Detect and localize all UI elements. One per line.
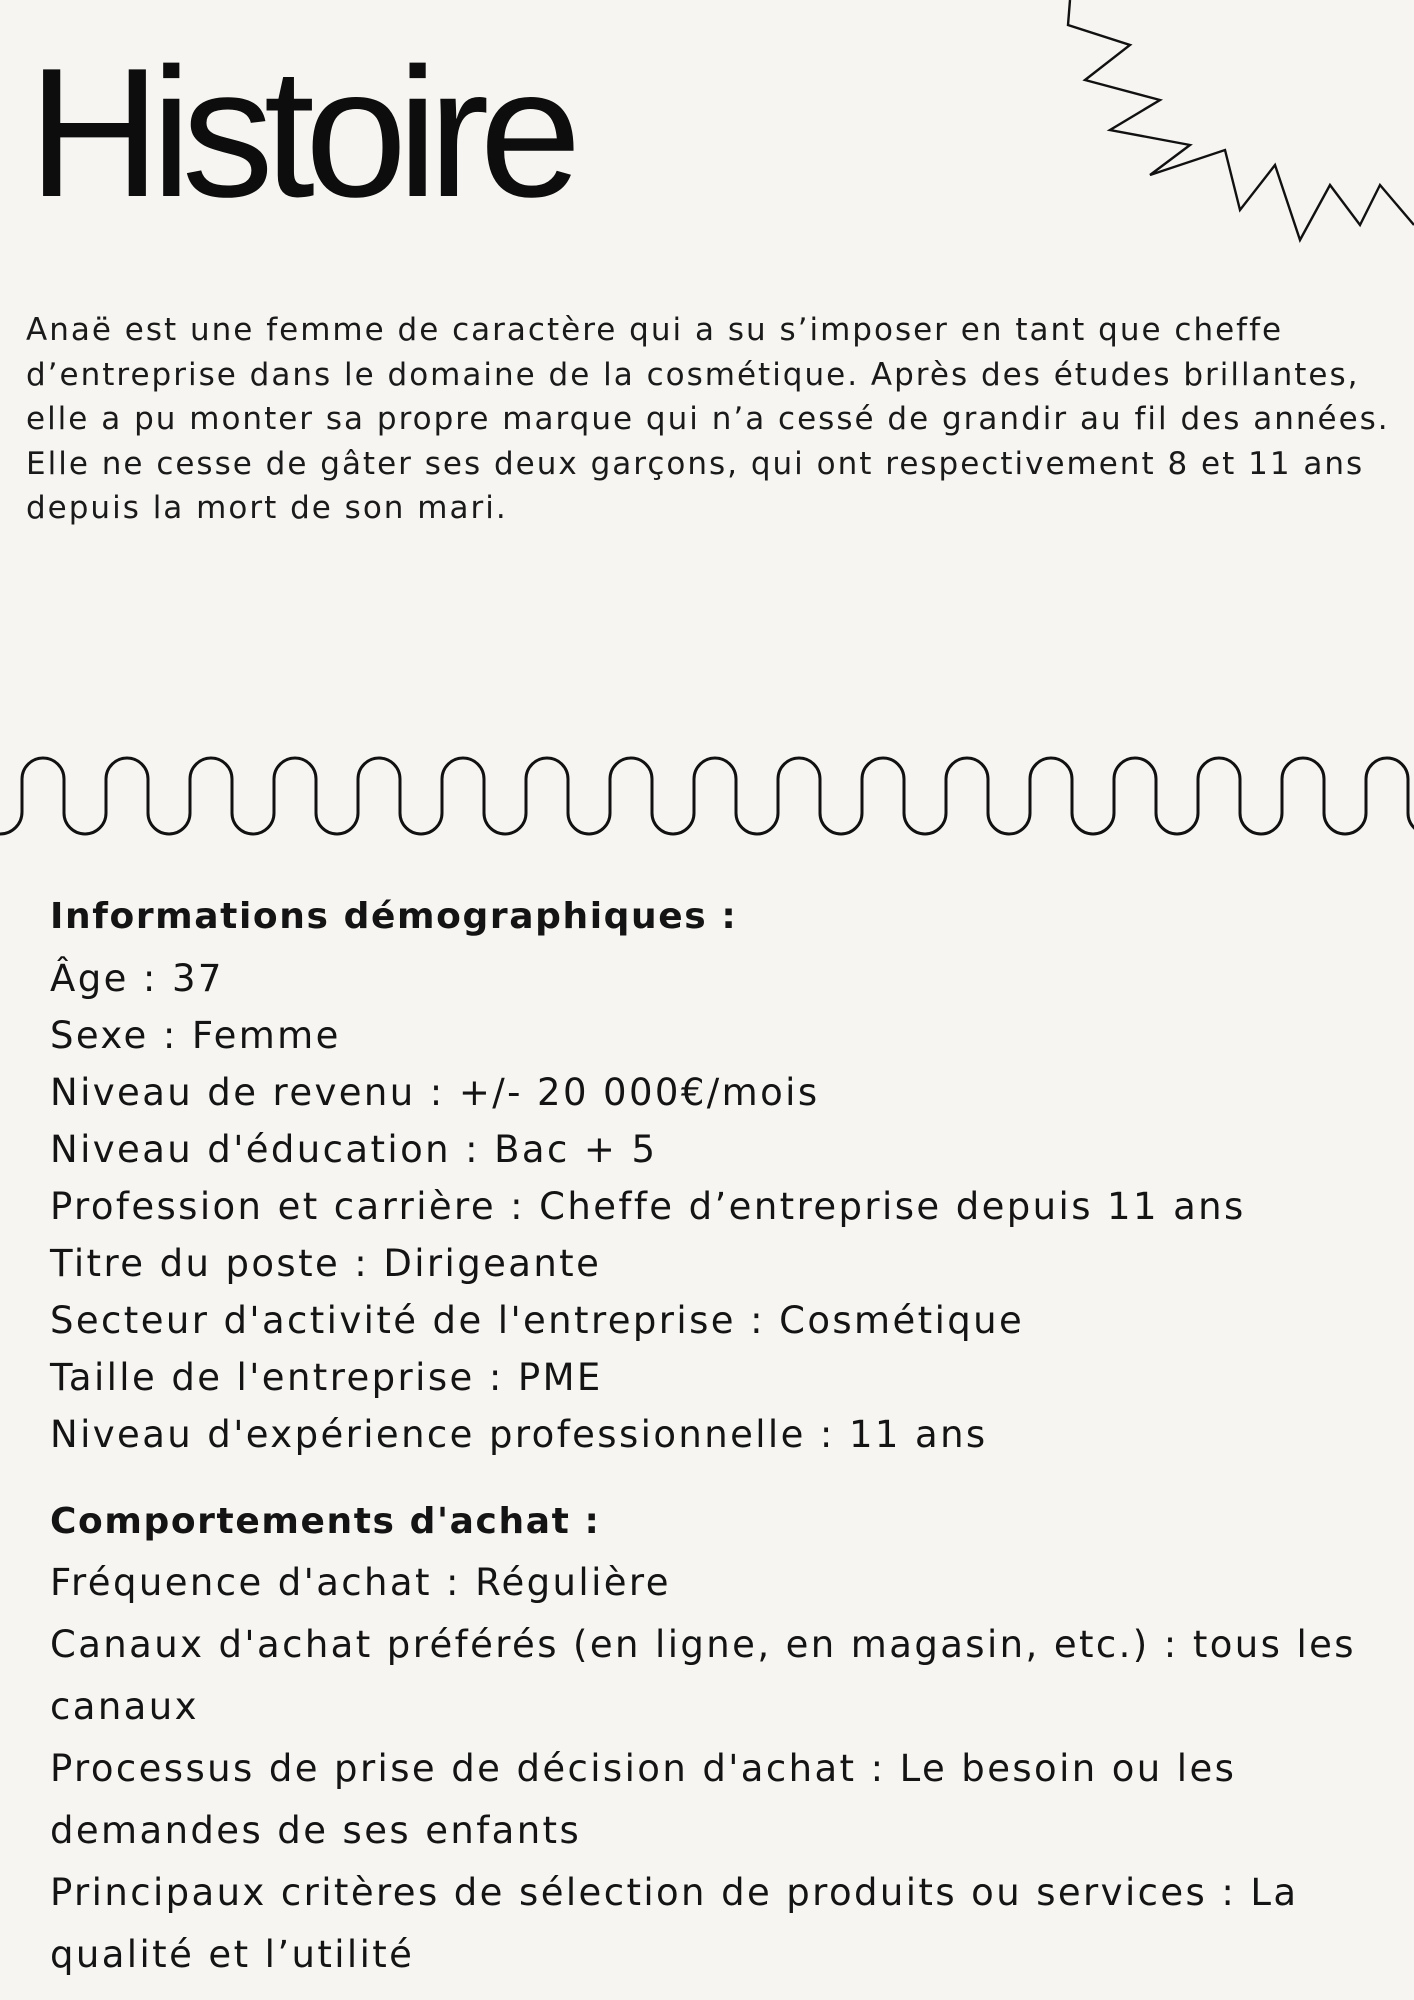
- demographics-item: Niveau de revenu : +/- 20 000€/mois: [50, 1071, 820, 1114]
- page-title: Histoire: [28, 29, 572, 235]
- story-paragraph: Anaë est une femme de caractère qui a su s’imposer en tant que cheffe d’entreprise dans le domaine de la cosmétique. Après des études brillantes, elle a pu monter sa propre marque qui n’a cessé de grandir au fil des années. Elle ne cesse de gâter ses deux garçons, qui ont respectivement 8 et 11 ans depuis la mort de son mari.: [26, 312, 1390, 526]
- demographics-item: Profession et carrière : Cheffe d’entreprise depuis 11 ans: [50, 1185, 1246, 1228]
- purchase-item: Principaux critères de sélection de produits ou services : La qualité et l’utilité: [50, 1871, 1299, 1976]
- purchase-item: Fréquence d'achat : Régulière: [50, 1561, 671, 1604]
- demographics-section: [50, 893, 1390, 1463]
- wave-divider: [0, 740, 1414, 840]
- demographics-item: Âge : 37: [50, 957, 224, 1000]
- purchase-section: [50, 1498, 1390, 1986]
- demographics-item: Niveau d'expérience professionnelle : 11 ans: [50, 1413, 988, 1456]
- purchase-item: Processus de prise de décision d'achat : Le besoin ou les demandes de ses enfants: [50, 1747, 1237, 1852]
- purchase-heading: Comportements d'achat :: [50, 1501, 601, 1542]
- demographics-heading: Informations démographiques :: [50, 896, 738, 937]
- demographics-item: Sexe : Femme: [50, 1014, 341, 1057]
- purchase-item: Canaux d'achat préférés (en ligne, en magasin, etc.) : tous les canaux: [50, 1623, 1356, 1728]
- demographics-item: Taille de l'entreprise : PME: [50, 1356, 603, 1399]
- demographics-item: Niveau d'éducation : Bac + 5: [50, 1128, 658, 1171]
- zigzag-decoration: [1060, 0, 1414, 250]
- demographics-item: Secteur d'activité de l'entreprise : Cosmétique: [50, 1299, 1025, 1342]
- demographics-item: Titre du poste : Dirigeante: [50, 1242, 602, 1285]
